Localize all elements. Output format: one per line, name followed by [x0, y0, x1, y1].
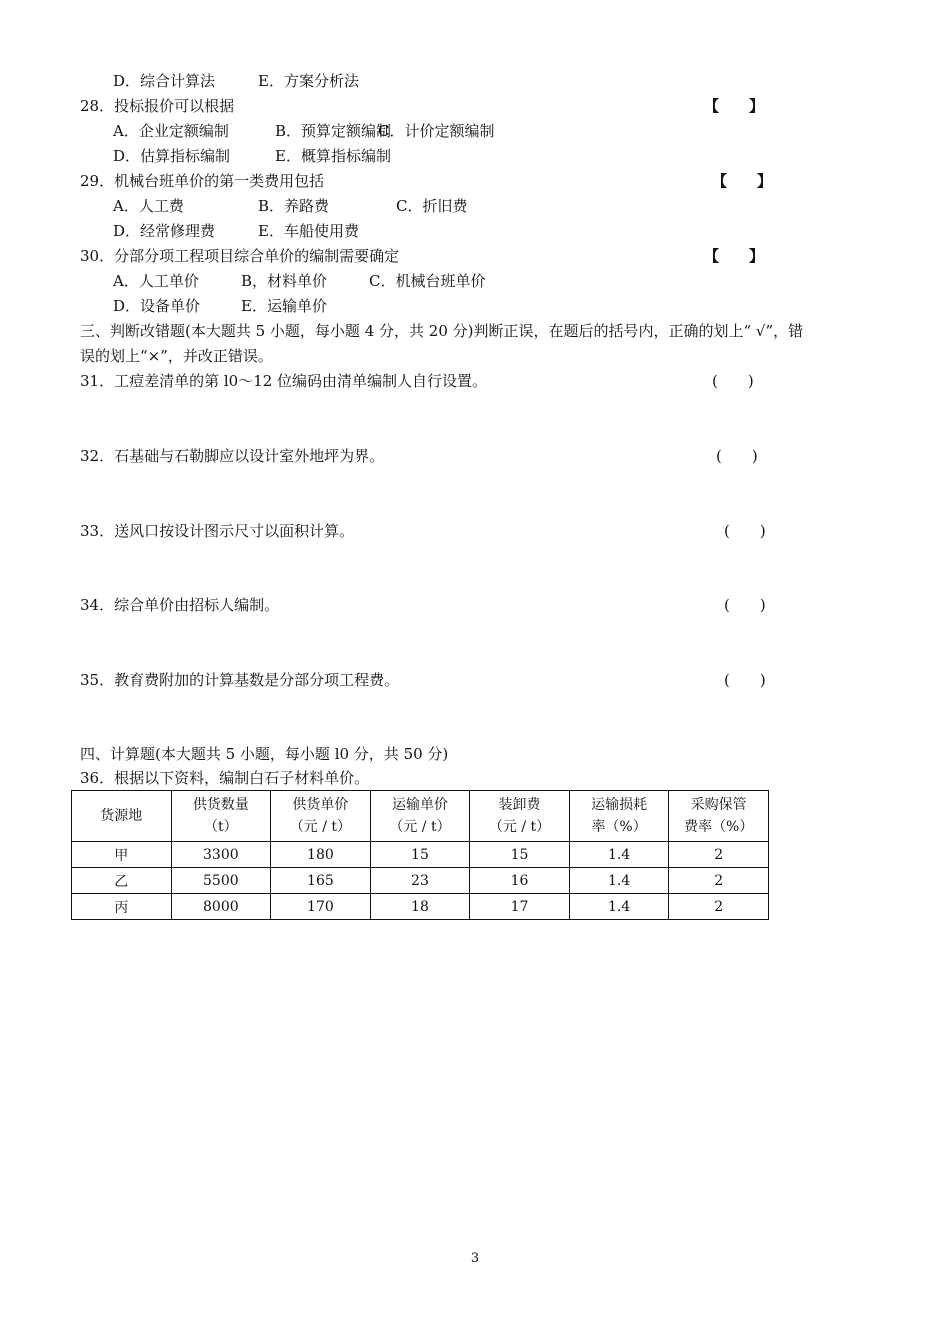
- q30-options-abc: [113, 271, 485, 291]
- q30-options-de: [113, 296, 327, 316]
- table-cell: 170: [271, 894, 371, 920]
- q33-text: 33．送风口按设计图示尺寸以面积计算。: [80, 522, 355, 540]
- q34-answer-paren: ( ): [724, 596, 766, 614]
- section3-instructions-line1: 三、判断改错题(本大题共 5 小题，每小题 4 分，共 20 分)判断正误，在题后的括号内，正确的划上“ √”，错: [80, 322, 804, 340]
- table-cell: 180: [271, 842, 371, 868]
- table-cell: 2: [669, 894, 769, 920]
- table-cell: 2: [669, 842, 769, 868]
- q35-answer-paren: ( ): [724, 671, 766, 689]
- q29-option-e: E．车船使用费: [258, 222, 359, 240]
- table-header-cell: 供货数量 （t）: [171, 791, 271, 842]
- table-row: [72, 842, 769, 868]
- q28-stem: 28．投标报价可以根据: [80, 97, 235, 115]
- q32-answer-paren: ( ): [716, 447, 758, 465]
- table-header-row: [72, 791, 769, 842]
- q28-options-de: [113, 146, 391, 166]
- q30-option-b: B，材料单价: [241, 272, 328, 290]
- q30-option-d: D．设备单价: [113, 297, 201, 315]
- table-cell: 甲: [72, 842, 172, 868]
- q29-option-d: D．经常修理费: [113, 222, 216, 240]
- q30-option-a: A．人工单价: [113, 272, 199, 290]
- q29-stem: 29．机械台班单价的第一类费用包括: [80, 172, 325, 190]
- table-header-cell: 运输损耗 率（%）: [569, 791, 669, 842]
- q27-option-e: E．方案分析法: [258, 72, 359, 90]
- q29-answer-bracket: 【 】: [712, 172, 773, 190]
- q27-options-de: [113, 71, 359, 91]
- table-row: [72, 868, 769, 894]
- table-cell: 丙: [72, 894, 172, 920]
- q30-option-e: E．运输单价: [241, 297, 327, 315]
- q31-answer-paren: ( ): [712, 372, 754, 390]
- table-cell: 5500: [171, 868, 271, 894]
- q30-answer-bracket: 【 】: [704, 247, 765, 265]
- page-number: 3: [470, 1251, 480, 1266]
- q34-text: 34．综合单价由招标人编制。: [80, 596, 280, 614]
- table-cell: 23: [370, 868, 470, 894]
- table-cell: 15: [370, 842, 470, 868]
- q28-options-abc: [113, 121, 494, 141]
- table-cell: 1.4: [569, 868, 669, 894]
- q33-answer-paren: ( ): [724, 522, 766, 540]
- table-cell: 15: [470, 842, 570, 868]
- q27-option-d: D．综合计算法: [113, 72, 216, 90]
- table-header-cell: 供货单价 （元 / t）: [271, 791, 371, 842]
- table-header-cell: 货源地: [72, 791, 172, 842]
- q31-text: 31．工痘差清单的第 l0～12 位编码由清单编制人自行设置。: [80, 372, 488, 390]
- table-cell: 乙: [72, 868, 172, 894]
- table-cell: 1.4: [569, 894, 669, 920]
- table-header-cell: 采购保管 费率（%）: [669, 791, 769, 842]
- q28-option-b: B．预算定额编制: [275, 122, 392, 140]
- q29-option-a: A．人工费: [113, 197, 184, 215]
- table-cell: 165: [271, 868, 371, 894]
- q28-option-d: D．估算指标编制: [113, 147, 231, 165]
- table-cell: 18: [370, 894, 470, 920]
- section3-instructions-line2: 误的划上“×”，并改正错误。: [80, 347, 273, 365]
- table-cell: 3300: [171, 842, 271, 868]
- q32-text: 32．石基础与石勒脚应以设计室外地坪为界。: [80, 447, 385, 465]
- section4-title: 四、计算题(本大题共 5 小题，每小题 l0 分，共 50 分): [80, 745, 449, 763]
- q30-option-c: C．机械台班单价: [369, 272, 486, 290]
- q35-text: 35．教育费附加的计算基数是分部分项工程费。: [80, 671, 400, 689]
- table-header-cell: 装卸费 （元 / t）: [470, 791, 570, 842]
- table-row: [72, 894, 769, 920]
- table-cell: 2: [669, 868, 769, 894]
- q29-options-de: [113, 221, 359, 241]
- q29-options-abc: [113, 196, 467, 216]
- q36-stem: 36．根据以下资料，编制白石子材料单价。: [80, 769, 370, 787]
- q29-option-c: C．折旧费: [396, 197, 468, 215]
- q28-option-c: C．计价定额编制: [378, 122, 495, 140]
- table-cell: 8000: [171, 894, 271, 920]
- q30-stem: 30．分部分项工程项目综合单价的编制需要确定: [80, 247, 400, 265]
- q28-option-a: A．企业定额编制: [113, 122, 229, 140]
- q28-option-e: E．概算指标编制: [275, 147, 391, 165]
- q28-answer-bracket: 【 】: [704, 97, 765, 115]
- table-header-cell: 运输单价 （元 / t）: [370, 791, 470, 842]
- material-price-table: [71, 790, 769, 920]
- table-cell: 17: [470, 894, 570, 920]
- table-cell: 1.4: [569, 842, 669, 868]
- q29-option-b: B．养路费: [258, 197, 330, 215]
- table-cell: 16: [470, 868, 570, 894]
